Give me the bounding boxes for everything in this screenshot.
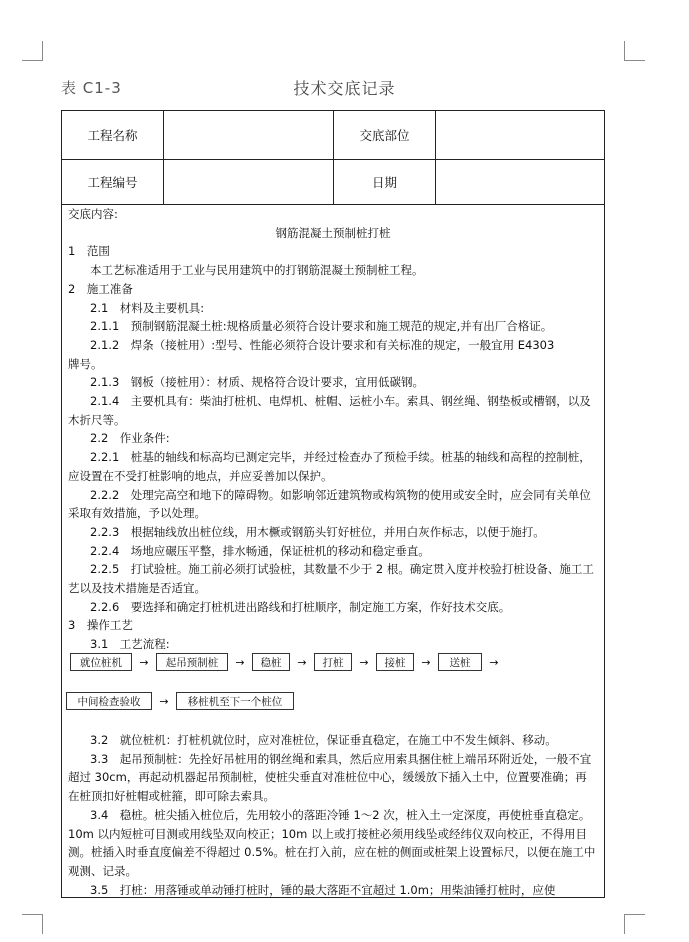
flow-step: 移桩机至下一个桩位 <box>176 692 294 710</box>
arrow-right-icon: → <box>235 655 245 669</box>
flow-step: 就位桩机 <box>70 653 132 671</box>
arrow-right-icon: → <box>159 694 169 708</box>
paragraph: 2.1.4 主要机具有：柴油打桩机、电焊机、桩帽、运桩小车。索具、钢丝绳、钢垫板或槽钢，以及木折尺等。 <box>68 394 591 427</box>
project-no-label: 工程编号 <box>87 175 138 190</box>
content-block <box>68 731 598 898</box>
record-table <box>61 110 605 898</box>
section-heading: 1 范围 <box>68 244 110 259</box>
subsection-heading: 3.1 工艺流程: <box>90 637 170 652</box>
crop-mark <box>42 914 43 934</box>
flow-step: 稳桩 <box>252 653 290 671</box>
content-block <box>68 205 598 654</box>
arrow-right-icon: → <box>421 655 431 669</box>
project-name-field[interactable] <box>164 111 333 159</box>
handover-location-label: 交底部位 <box>359 128 410 143</box>
process-flow-row2 <box>66 692 294 710</box>
crop-mark <box>624 914 645 915</box>
page-title: 技术交底记录 <box>293 79 396 98</box>
paragraph: 牌号。 <box>68 356 103 371</box>
crop-mark <box>42 41 43 61</box>
form-code: 表 C1-3 <box>61 79 122 97</box>
content-label: 交底内容: <box>68 207 118 221</box>
flow-step: 打桩 <box>314 653 352 671</box>
paragraph: 2.2.4 场地应碾压平整，排水畅通，保证桩机的移动和稳定垂直。 <box>90 543 430 558</box>
date-label: 日期 <box>371 175 397 190</box>
flow-step: 送桩 <box>438 653 482 671</box>
crop-mark <box>624 914 625 934</box>
paragraph: 2.2.2 处理完高空和地下的障碍物。如影响邻近建筑物或构筑物的使用或安全时，应会同有关单位采取有效措施，予以处理。 <box>68 487 591 521</box>
document-title: 钢筋混凝土预制桩打桩 <box>275 225 391 240</box>
crop-mark <box>624 41 625 61</box>
crop-mark <box>22 914 43 915</box>
paragraph: 3.2 就位桩机：打桩机就位时，应对准桩位，保证垂直稳定，在施工中不发生倾斜、移动。 <box>90 733 557 747</box>
flow-step: 接桩 <box>376 653 414 671</box>
arrow-right-icon: → <box>489 655 499 669</box>
process-flow-row1 <box>70 653 506 671</box>
flow-step: 起吊预制桩 <box>156 653 228 671</box>
crop-mark <box>22 60 43 61</box>
crop-mark <box>624 60 645 61</box>
paragraph: 3.5 打桩：用落锤或单动锤打桩时，锤的最大落距不宜超过 1.0m；用柴油锤打桩时，应使 <box>90 882 556 897</box>
arrow-right-icon: → <box>139 655 149 669</box>
paragraph: 3.4 稳桩。桩尖插入桩位后，先用较小的落距冷锤 1～2 次，桩入土一定深度，再使桩垂直稳定。10m 以内短桩可目测或用线坠双向校正；10m 以上或打接桩必须用线坠或经纬仪双向校正，不得用目测。桩插入时垂直度偏差不得超过 0.5%。桩在打入前，应在桩的侧面或桩架上设置标尺，以便在施工中观测、记录。 <box>68 807 596 878</box>
project-name-label: 工程名称 <box>87 128 138 143</box>
subsection-heading: 2.1 材料及主要机具: <box>90 300 205 315</box>
section-heading: 3 操作工艺 <box>68 618 133 633</box>
section-heading: 2 施工准备 <box>68 281 133 296</box>
paragraph: 2.2.6 要选择和确定打桩机进出路线和打桩顺序，制定施工方案，作好技术交底。 <box>90 599 511 614</box>
paragraph: 2.1.2 焊条（接桩用）:型号、性能必须符合设计要求和有关标准的规定，一般宜用 E4303 <box>90 337 555 352</box>
date-field[interactable] <box>436 160 604 204</box>
arrow-right-icon: → <box>359 655 369 669</box>
paragraph: 2.2.3 根据轴线放出桩位线，用木橛或钢筋头钉好桩位，并用白灰作标志，以便于施打。 <box>90 524 545 539</box>
handover-location-field[interactable] <box>436 111 604 159</box>
paragraph: 3.3 起吊预制桩：先拴好吊桩用的钢丝绳和索具，然后应用索具捆住桩上端吊环附近处，一般不宜超过 30cm，再起动机器起吊预制桩，使桩尖垂直对准桩位中心，缓缓放下插入土中，位置要准确；再在桩顶扣好桩帽或桩箍，即可除去索具。 <box>68 751 592 804</box>
arrow-right-icon: → <box>297 655 307 669</box>
flow-step: 中间检查验收 <box>66 692 152 710</box>
subsection-heading: 2.2 作业条件: <box>90 431 170 446</box>
paragraph: 2.1.1 预制钢筋混凝土桩:规格质量必须符合设计要求和施工规范的规定,并有出厂合格证。 <box>90 319 553 334</box>
paragraph: 2.2.1 桩基的轴线和标高均已测定完毕，并经过检查办了预检手续。桩基的轴线和高程的控制桩，应设置在不受打桩影响的地点，并应妥善加以保护。 <box>68 450 591 483</box>
paragraph: 本工艺标准适用于工业与民用建筑中的打钢筋混凝土预制桩工程。 <box>90 263 424 278</box>
paragraph: 2.2.5 打试验桩。施工前必须打试验桩，其数量不少于 2 根。确定贯入度并校验打桩设备、施工工艺以及技术措施是否适宜。 <box>68 562 594 596</box>
project-no-field[interactable] <box>164 160 333 204</box>
paragraph: 2.1.3 钢板（接桩用）：材质、规格符合设计要求，宜用低碳钢。 <box>90 375 425 390</box>
